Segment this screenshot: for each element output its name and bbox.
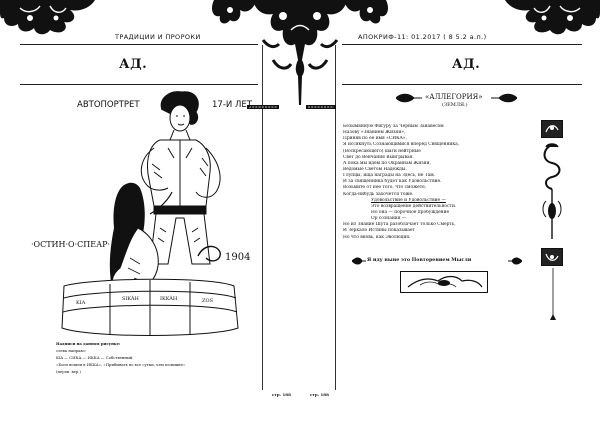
- poem-line: Ор сознания —: [371, 216, 407, 222]
- gutter-line-left: [262, 45, 263, 390]
- title-flourish-left-icon: [396, 92, 422, 104]
- portrait-year: 1904: [225, 252, 250, 263]
- poem-line: Приняв по её имя «СИКА»,: [343, 136, 407, 142]
- drawing-notes-line-2: KIA — СИКА — ИККА — Собственный: [56, 355, 133, 360]
- running-header-left: ТРАДИЦИИ И ПРОРОКИ: [115, 33, 201, 41]
- drawing-notes-line-4: (перев. вер.): [56, 369, 81, 374]
- poem-line: (Воскресающего) шаги нейтрные: [343, 148, 421, 154]
- allegory-illustration: [400, 271, 488, 293]
- book-inscription-4: ZOS: [202, 298, 213, 304]
- title-rule-left: [20, 84, 258, 85]
- drawing-notes-title: Надписи на данном рисунке:: [56, 341, 121, 346]
- section-title: «АЛЛЕГОРИЯ»: [425, 93, 483, 101]
- artist-name: ·ОСТИН·О·СПЕАР·: [31, 240, 111, 249]
- book-inscription-2: SIKÂH: [122, 296, 139, 302]
- book-inscription-1: KIA: [76, 300, 86, 306]
- poem-line: Свет до Венчания Выигрывая.: [343, 154, 414, 160]
- poem-line: Возьмите от неё того, что сможете,: [343, 185, 427, 191]
- drawing-notes-line-1: слева направо:: [56, 348, 87, 353]
- band-ornament-right-icon: [306, 104, 336, 110]
- title-rule-right: [342, 84, 582, 85]
- poem-line: Я иссякнуть Сознающимися вперед Священника,: [343, 142, 460, 148]
- self-portrait-drawing: [50, 88, 250, 350]
- poem-line: И за священника будет как Удовольствие.: [343, 179, 442, 185]
- poem-line: Но что вновь, как Эволюция.: [343, 234, 411, 240]
- title-flourish-right-icon: [491, 92, 517, 104]
- page-title-right: АД.: [452, 57, 481, 72]
- pendulum-staff-icon: [547, 268, 559, 326]
- flourish-center-icon: [253, 0, 347, 105]
- portrait-age: 17-И ЛЕТ: [212, 100, 252, 110]
- poem-line: Удовольствие и Удовольствие —: [371, 197, 446, 203]
- marginal-vignette-top-icon: [541, 120, 563, 138]
- closing-line: Я иду ныне это Повторением Мысли: [367, 257, 472, 263]
- gutter-line-right: [335, 45, 336, 390]
- flourish-center-right-icon: [340, 0, 390, 34]
- page-number-left: стр. 188: [272, 392, 291, 397]
- poem-line: И Зеркало Истины показывает: [343, 228, 415, 234]
- poem-line: А пока мы идём по Окраинам Жизни,: [343, 160, 431, 166]
- poem-text: [343, 124, 528, 241]
- drawing-notes-line-3: «Боги вошли в ИККА», «Прибывать во все сутки, чем излишне»: [56, 362, 186, 367]
- marginal-vignette-bottom-icon: [541, 248, 563, 266]
- corner-flourish-right-icon: [490, 0, 600, 40]
- poem-line: Это возвращение действительности.: [371, 203, 457, 209]
- serpent-staff-icon: [538, 141, 566, 241]
- page-number-right: стр. 188: [310, 392, 329, 397]
- poem-line: Но она — порочное пробуждение: [371, 209, 450, 215]
- portrait-caption: АВТОПОРТРЕТ: [77, 100, 140, 110]
- poem-line: Когда-нибудь захочется тоже.: [343, 191, 414, 197]
- section-subtitle: (ЗЕМЛЯ.): [442, 102, 468, 108]
- page-title-left: АД.: [119, 57, 148, 72]
- corner-flourish-left-icon: [0, 0, 110, 40]
- running-header-right: АПОКРИФ-11: 01.2017 ( 8 5.2 а.п.): [358, 33, 487, 41]
- poem-line: Глупцы, ища награды на Здесь, не Там.: [343, 173, 436, 179]
- poem-line: Но из Знание Шута разоблачает только Смерть,: [343, 222, 456, 228]
- header-rule-right: [342, 44, 582, 45]
- poem-line: Безымянную Фигуру за Чёрным Занавесом: [343, 124, 444, 129]
- closing-flourish-left-icon: [352, 257, 366, 265]
- poem-line: Ведомые Светом Надежды.: [343, 166, 407, 172]
- closing-flourish-right-icon: [508, 257, 522, 265]
- poem-line: Назову «Знанием Жизни»,: [343, 130, 406, 136]
- book-inscription-3: IKKÂH: [160, 296, 178, 302]
- header-rule-left: [20, 44, 258, 45]
